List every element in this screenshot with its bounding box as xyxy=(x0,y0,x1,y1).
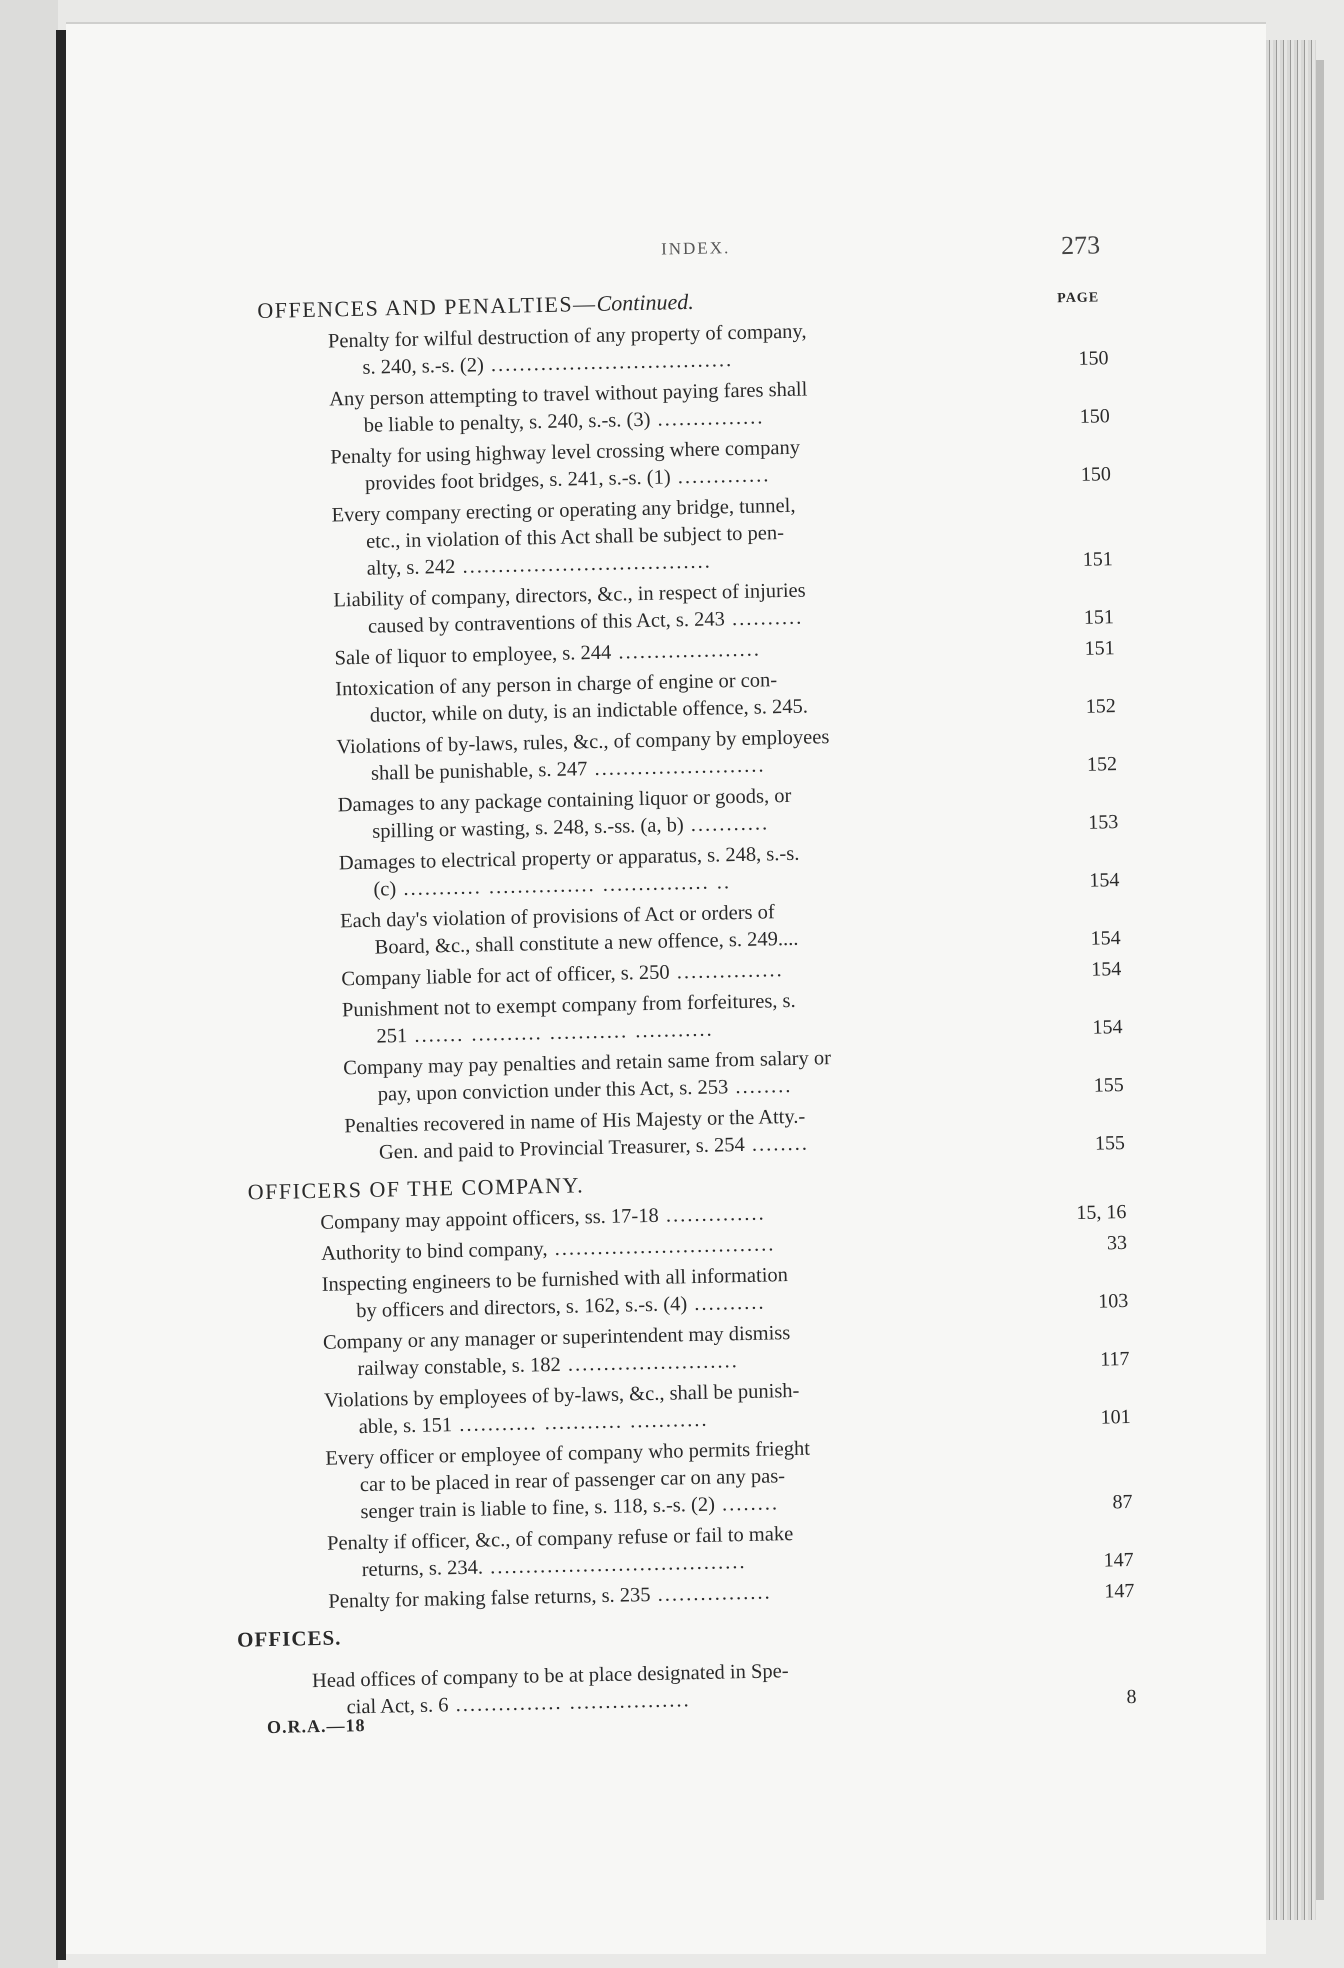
entry-text: Company may pay penalties and retain same from salary or xyxy=(342,1047,832,1080)
entry-page-ref: 147 xyxy=(1103,1548,1134,1572)
entry-text: etc., in violation of this Act shall be subject to pen- xyxy=(365,522,785,553)
entry-page-ref: 151 xyxy=(1083,606,1115,629)
entry-text: Every company erecting or operating any bridge, tunnel, xyxy=(331,494,796,527)
entry-page-ref: 150 xyxy=(1079,405,1110,428)
entry-text: provides foot bridges, s. 241, s.-s. (1) xyxy=(364,466,671,495)
entry-page-ref: 152 xyxy=(1085,695,1117,718)
entry-text: cial Act, s. 6 xyxy=(346,1694,449,1719)
section-heading xyxy=(237,1626,342,1653)
section-title: OFFICERS OF THE COMPANY. xyxy=(247,1172,585,1205)
entry-text: shall be punishable, s. 247 xyxy=(370,758,588,785)
entry-page-ref: 154 xyxy=(1090,927,1121,950)
dot-leader: ............... ................. xyxy=(448,1689,691,1717)
entry-text: Authority to bind company, xyxy=(320,1238,548,1265)
dot-leader: ............... xyxy=(669,959,784,984)
book-gutter xyxy=(56,30,66,1960)
page-edges xyxy=(1266,40,1316,1920)
entry-text: spilling or wasting, s. 248, s.-ss. (a, b) xyxy=(372,814,684,843)
entry-page-ref: 154 xyxy=(1092,1016,1123,1039)
entry-text: caused by contraventions of this Act, s. 243 xyxy=(367,608,726,638)
entry-text: Punishment not to exempt company from forfeitures, s. xyxy=(341,989,796,1022)
entry-text: by officers and directors, s. 162, s.-s. (4) xyxy=(356,1293,688,1323)
entry-text: Company or any manager or superintendent may dismiss xyxy=(322,1322,791,1354)
page-content xyxy=(236,230,1137,1738)
section-heading xyxy=(257,289,694,324)
dot-leader: .................................... xyxy=(482,1551,747,1579)
entry-text: (c) xyxy=(373,878,397,901)
entry-text: Liability of company, directors, &c., in respect of injuries xyxy=(333,579,806,612)
entry-text: railway constable, s. 182 xyxy=(357,1353,561,1381)
entry-page-ref: 103 xyxy=(1098,1289,1129,1313)
entry-text: Every officer or employee of company who permits frieght xyxy=(325,1437,811,1470)
entry-text: pay, upon conviction under this Act, s. 253 xyxy=(377,1076,729,1106)
dot-leader: .............. xyxy=(658,1202,766,1227)
entry-text: Penalty for wilful destruction of any property of company, xyxy=(327,320,807,353)
section-title-continued: Continued. xyxy=(596,288,694,316)
page-column-label: PAGE xyxy=(1057,290,1100,307)
entry-text: alty, s. 242 xyxy=(366,555,456,580)
entry-page-ref: 150 xyxy=(1080,463,1112,486)
entry-text: be liable to penalty, s. 240, s.-s. (3) xyxy=(363,408,651,437)
entry-text: Head offices of company to be at place designated in Spe- xyxy=(311,1660,789,1693)
signature-mark: O.R.A.—18 xyxy=(266,1715,366,1738)
entry-text: car to be placed in rear of passenger car on any pas- xyxy=(359,1465,786,1497)
entry-text: Any person attempting to travel without paying fares shall xyxy=(328,378,808,411)
entry-text: Penalty for making false returns, s. 235 xyxy=(328,1584,651,1613)
dot-leader: ........................ xyxy=(560,1350,740,1376)
entry-page-ref: 155 xyxy=(1093,1074,1124,1097)
dot-leader: ........... ........... ........... xyxy=(451,1408,709,1437)
dot-leader: .......... xyxy=(686,1291,766,1316)
entry-page-ref: 152 xyxy=(1086,753,1118,776)
entry-text: Intoxication of any person in charge of engine or con- xyxy=(335,669,778,701)
entry-text: Company liable for act of officer, s. 250 xyxy=(341,961,670,991)
entry-text: Sale of liquor to employee, s. 244 xyxy=(334,641,612,670)
book-page xyxy=(66,22,1266,1954)
dot-leader: ........ xyxy=(714,1492,780,1516)
dot-leader: ........... xyxy=(683,812,770,837)
entry-text: Damages to any package containing liquor or goods, or xyxy=(337,784,792,817)
entry-page-ref: 117 xyxy=(1099,1347,1130,1371)
entry-page-ref: 8 xyxy=(1126,1685,1137,1709)
entry-text: Violations by employees of by-laws, &c., shall be punish- xyxy=(323,1379,800,1412)
dot-leader: ................................... xyxy=(455,550,713,578)
entry-text: Gen. and paid to Provincial Treasurer, s. 254 xyxy=(378,1133,745,1164)
dot-leader: ....... .......... ........... ........... xyxy=(407,1018,714,1048)
dot-leader: .................... xyxy=(611,638,762,664)
dot-leader: ............................... xyxy=(547,1233,776,1261)
running-head: INDEX. xyxy=(660,238,731,259)
entry-text: Penalties recovered in name of His Majesty or the Atty.- xyxy=(344,1105,806,1138)
entry-text: senger train is liable to fine, s. 118, s.-s. (2) xyxy=(360,1493,716,1524)
entry-text: s. 240, s.-s. (2) xyxy=(362,354,485,379)
entry-page-ref: 147 xyxy=(1104,1579,1135,1603)
entry-page-ref: 151 xyxy=(1084,637,1115,660)
entry-text: 251 xyxy=(376,1025,408,1048)
entry-page-ref: 155 xyxy=(1094,1132,1126,1155)
dot-leader: .......... xyxy=(724,606,804,631)
section-title: OFFICES. xyxy=(236,1625,342,1652)
dot-leader: ........................ xyxy=(587,754,766,781)
entry-text: Each day's violation of provisions of Act or orders of xyxy=(339,901,775,933)
entry-text: Penalty if officer, &c., of company refuse or fail to make xyxy=(326,1523,794,1555)
dot-leader: ................ xyxy=(650,1581,772,1607)
dot-leader: ........... ............... ............... .. xyxy=(395,871,732,901)
page-edge-shadow xyxy=(1316,60,1324,1900)
entry-text: Company may appoint officers, ss. 17-18 xyxy=(320,1204,659,1234)
entry-page-ref: 101 xyxy=(1100,1405,1131,1429)
section-heading xyxy=(248,1172,585,1205)
entry-text: Violations of by-laws, rules, &c., of company by employees xyxy=(336,726,830,759)
entry-page-ref: 153 xyxy=(1087,811,1119,834)
dot-leader: ............. xyxy=(670,464,771,489)
section-title: OFFENCES AND PENALTIES— xyxy=(257,290,597,323)
index-entry xyxy=(312,1651,1137,1722)
left-book-edge xyxy=(0,0,58,1968)
entry-text: Damages to electrical property or apparatus, s. 248, s.-s. xyxy=(338,842,800,875)
entry-text: ductor, while on duty, is an indictable offence, s. 245. xyxy=(369,695,809,727)
entry-text: able, s. 151 xyxy=(358,1414,453,1439)
index-entry xyxy=(344,1097,1125,1167)
index-entry xyxy=(331,486,1113,583)
entry-page-ref: 87 xyxy=(1112,1490,1133,1514)
entry-page-ref: 15, 16 xyxy=(1076,1200,1127,1225)
dot-leader: ........ xyxy=(744,1132,810,1156)
dot-leader: .................................. xyxy=(483,349,734,377)
entry-text: returns, s. 234. xyxy=(361,1556,484,1582)
entry-page-ref: 33 xyxy=(1106,1231,1128,1255)
entry-text: Penalty for using highway level crossing where company xyxy=(330,436,801,469)
index-entry xyxy=(325,1429,1133,1527)
entry-page-ref: 150 xyxy=(1078,347,1109,370)
entry-page-ref: 154 xyxy=(1091,958,1122,981)
entry-page-ref: 151 xyxy=(1082,548,1113,571)
entry-text: Board, &c., shall constitute a new offence, s. 249.... xyxy=(374,927,799,959)
dot-leader: ........ xyxy=(727,1074,793,1099)
page-number: 273 xyxy=(1060,230,1101,261)
entry-page-ref: 154 xyxy=(1089,869,1120,892)
entry-text: Inspecting engineers to be furnished with all information xyxy=(321,1264,789,1296)
dot-leader: ............... xyxy=(650,406,765,431)
